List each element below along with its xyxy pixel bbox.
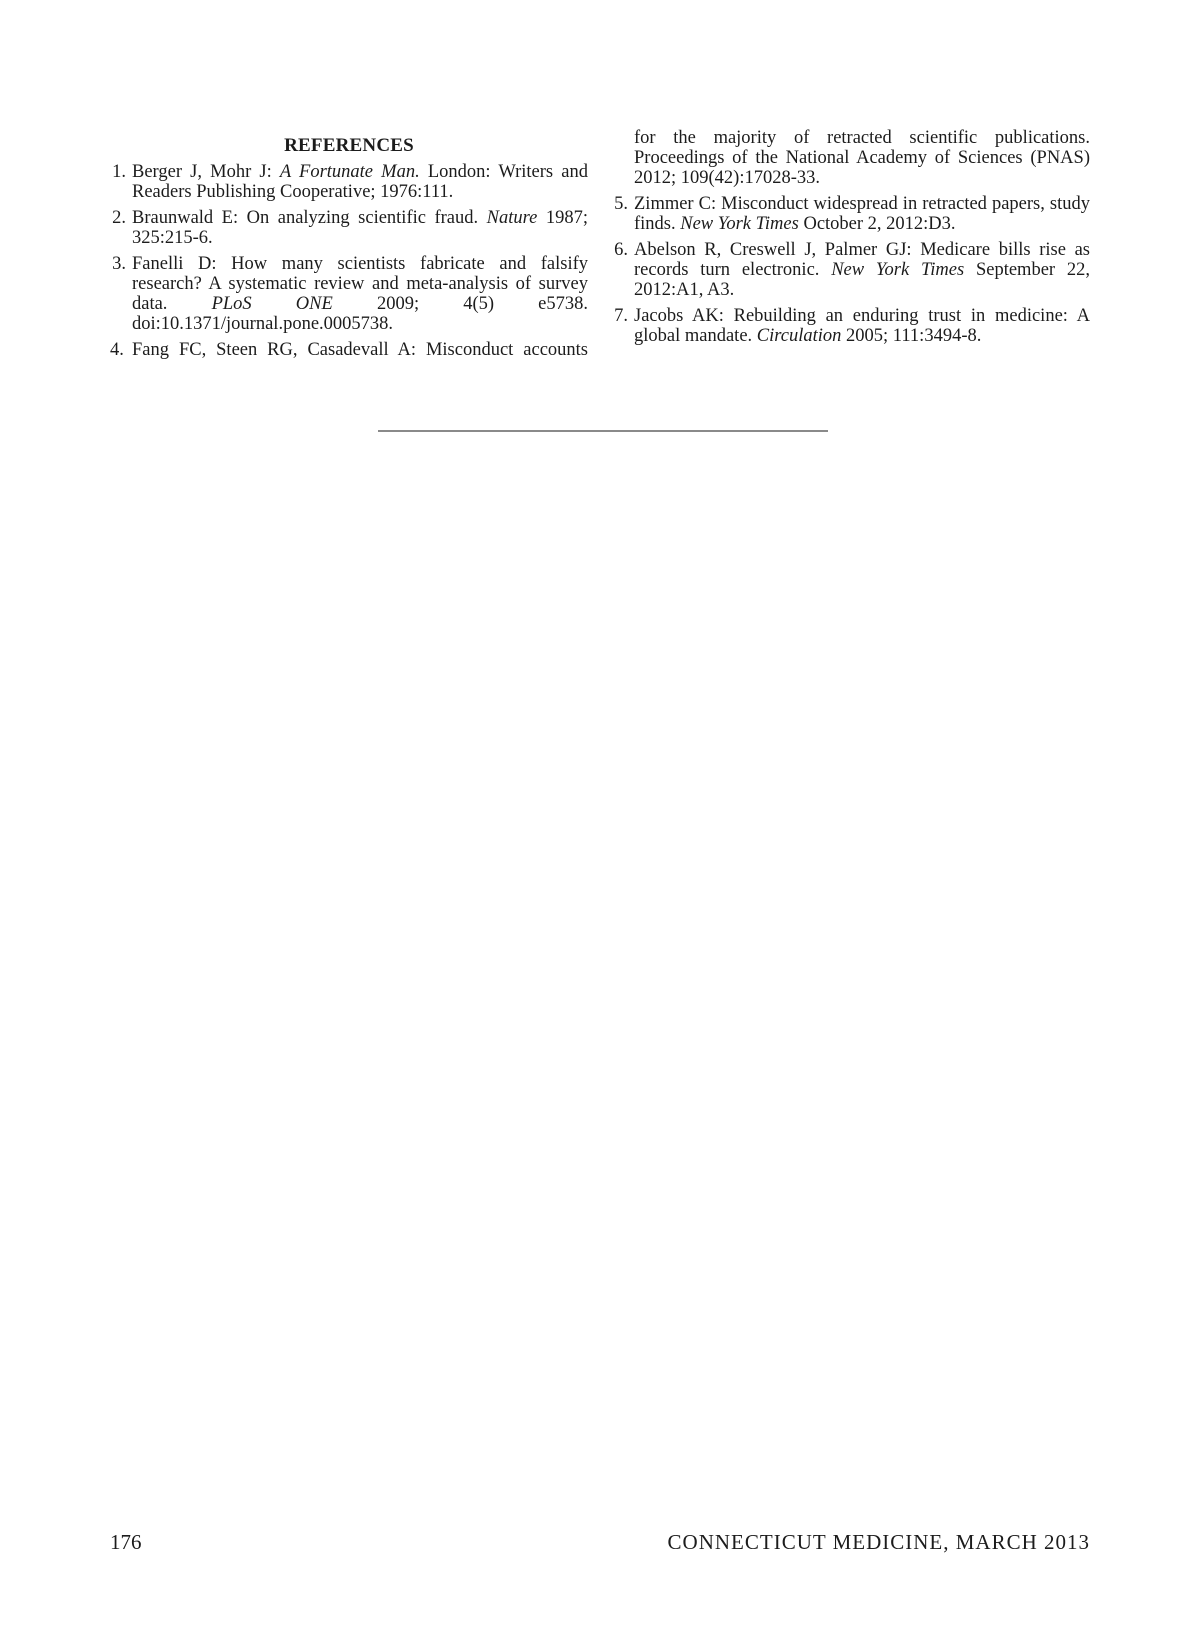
reference-text: Zimmer C: Misconduct widespread in retracted papers, study finds. — [634, 194, 1090, 234]
reference-journal: Circulation — [756, 326, 842, 346]
reference-item-3 — [110, 254, 588, 334]
reference-item-1 — [110, 162, 588, 202]
page-number: 176 — [110, 1530, 142, 1554]
reference-text: London: Writers and Readers Publishing Cooperative; 1976:111. — [132, 162, 588, 202]
reference-item-5 — [612, 194, 1090, 234]
reference-item-2 — [110, 208, 588, 248]
references-heading: REFERENCES — [284, 135, 414, 156]
reference-text: September 22, 2012:A1, A3. — [634, 260, 1091, 300]
reference-text: Fang FC, Steen RG, Casadevall A: Misconduct accounts — [132, 340, 588, 360]
reference-item-6 — [612, 240, 1090, 300]
reference-number: 3. — [112, 254, 126, 274]
reference-item-4-continued: for the majority of retracted scientific publications. Proceedings of the National Academy of Sciences (PNAS) 2012; 109(42):17028-33. — [634, 128, 1090, 188]
reference-journal: New York Times — [680, 214, 799, 234]
reference-item-7 — [612, 306, 1090, 346]
reference-title: A Fortunate Man. — [279, 162, 420, 182]
references-right-column — [612, 128, 1090, 352]
section-divider — [378, 430, 828, 432]
references-left-column — [110, 132, 588, 366]
reference-text: 1987; 325:215-6. — [132, 208, 588, 248]
reference-text: 2009; 4(5) e5738. doi:10.1371/journal.pone.0005738. — [132, 294, 589, 334]
journal-footer: CONNECTICUT MEDICINE, MARCH 2013 — [667, 1530, 1090, 1554]
reference-journal: Nature — [486, 208, 538, 228]
reference-text: Abelson R, Creswell J, Palmer GJ: Medicare bills rise as records turn electronic. — [634, 240, 1090, 280]
reference-text: Braunwald E: On analyzing scientific fraud. — [132, 208, 487, 228]
reference-number: 7. — [614, 306, 628, 326]
reference-journal: New York Times — [831, 260, 965, 280]
reference-journal: PLoS ONE — [211, 294, 333, 314]
reference-number: 2. — [112, 208, 126, 228]
reference-text: 2005; 111:3494-8. — [841, 326, 982, 346]
reference-text: Berger J, Mohr J: — [132, 162, 280, 182]
reference-number: 1. — [112, 162, 126, 182]
reference-number: 4. — [110, 340, 124, 360]
reference-item-4 — [110, 340, 588, 360]
reference-number: 5. — [614, 194, 628, 214]
reference-text: Jacobs AK: Rebuilding an enduring trust in medicine: A global mandate. — [634, 306, 1090, 346]
reference-text: Fanelli D: How many scientists fabricate and falsify research? A systematic review and meta-analysis of survey data. — [132, 254, 588, 314]
reference-text: October 2, 2012:D3. — [798, 214, 956, 234]
reference-number: 6. — [614, 240, 628, 260]
